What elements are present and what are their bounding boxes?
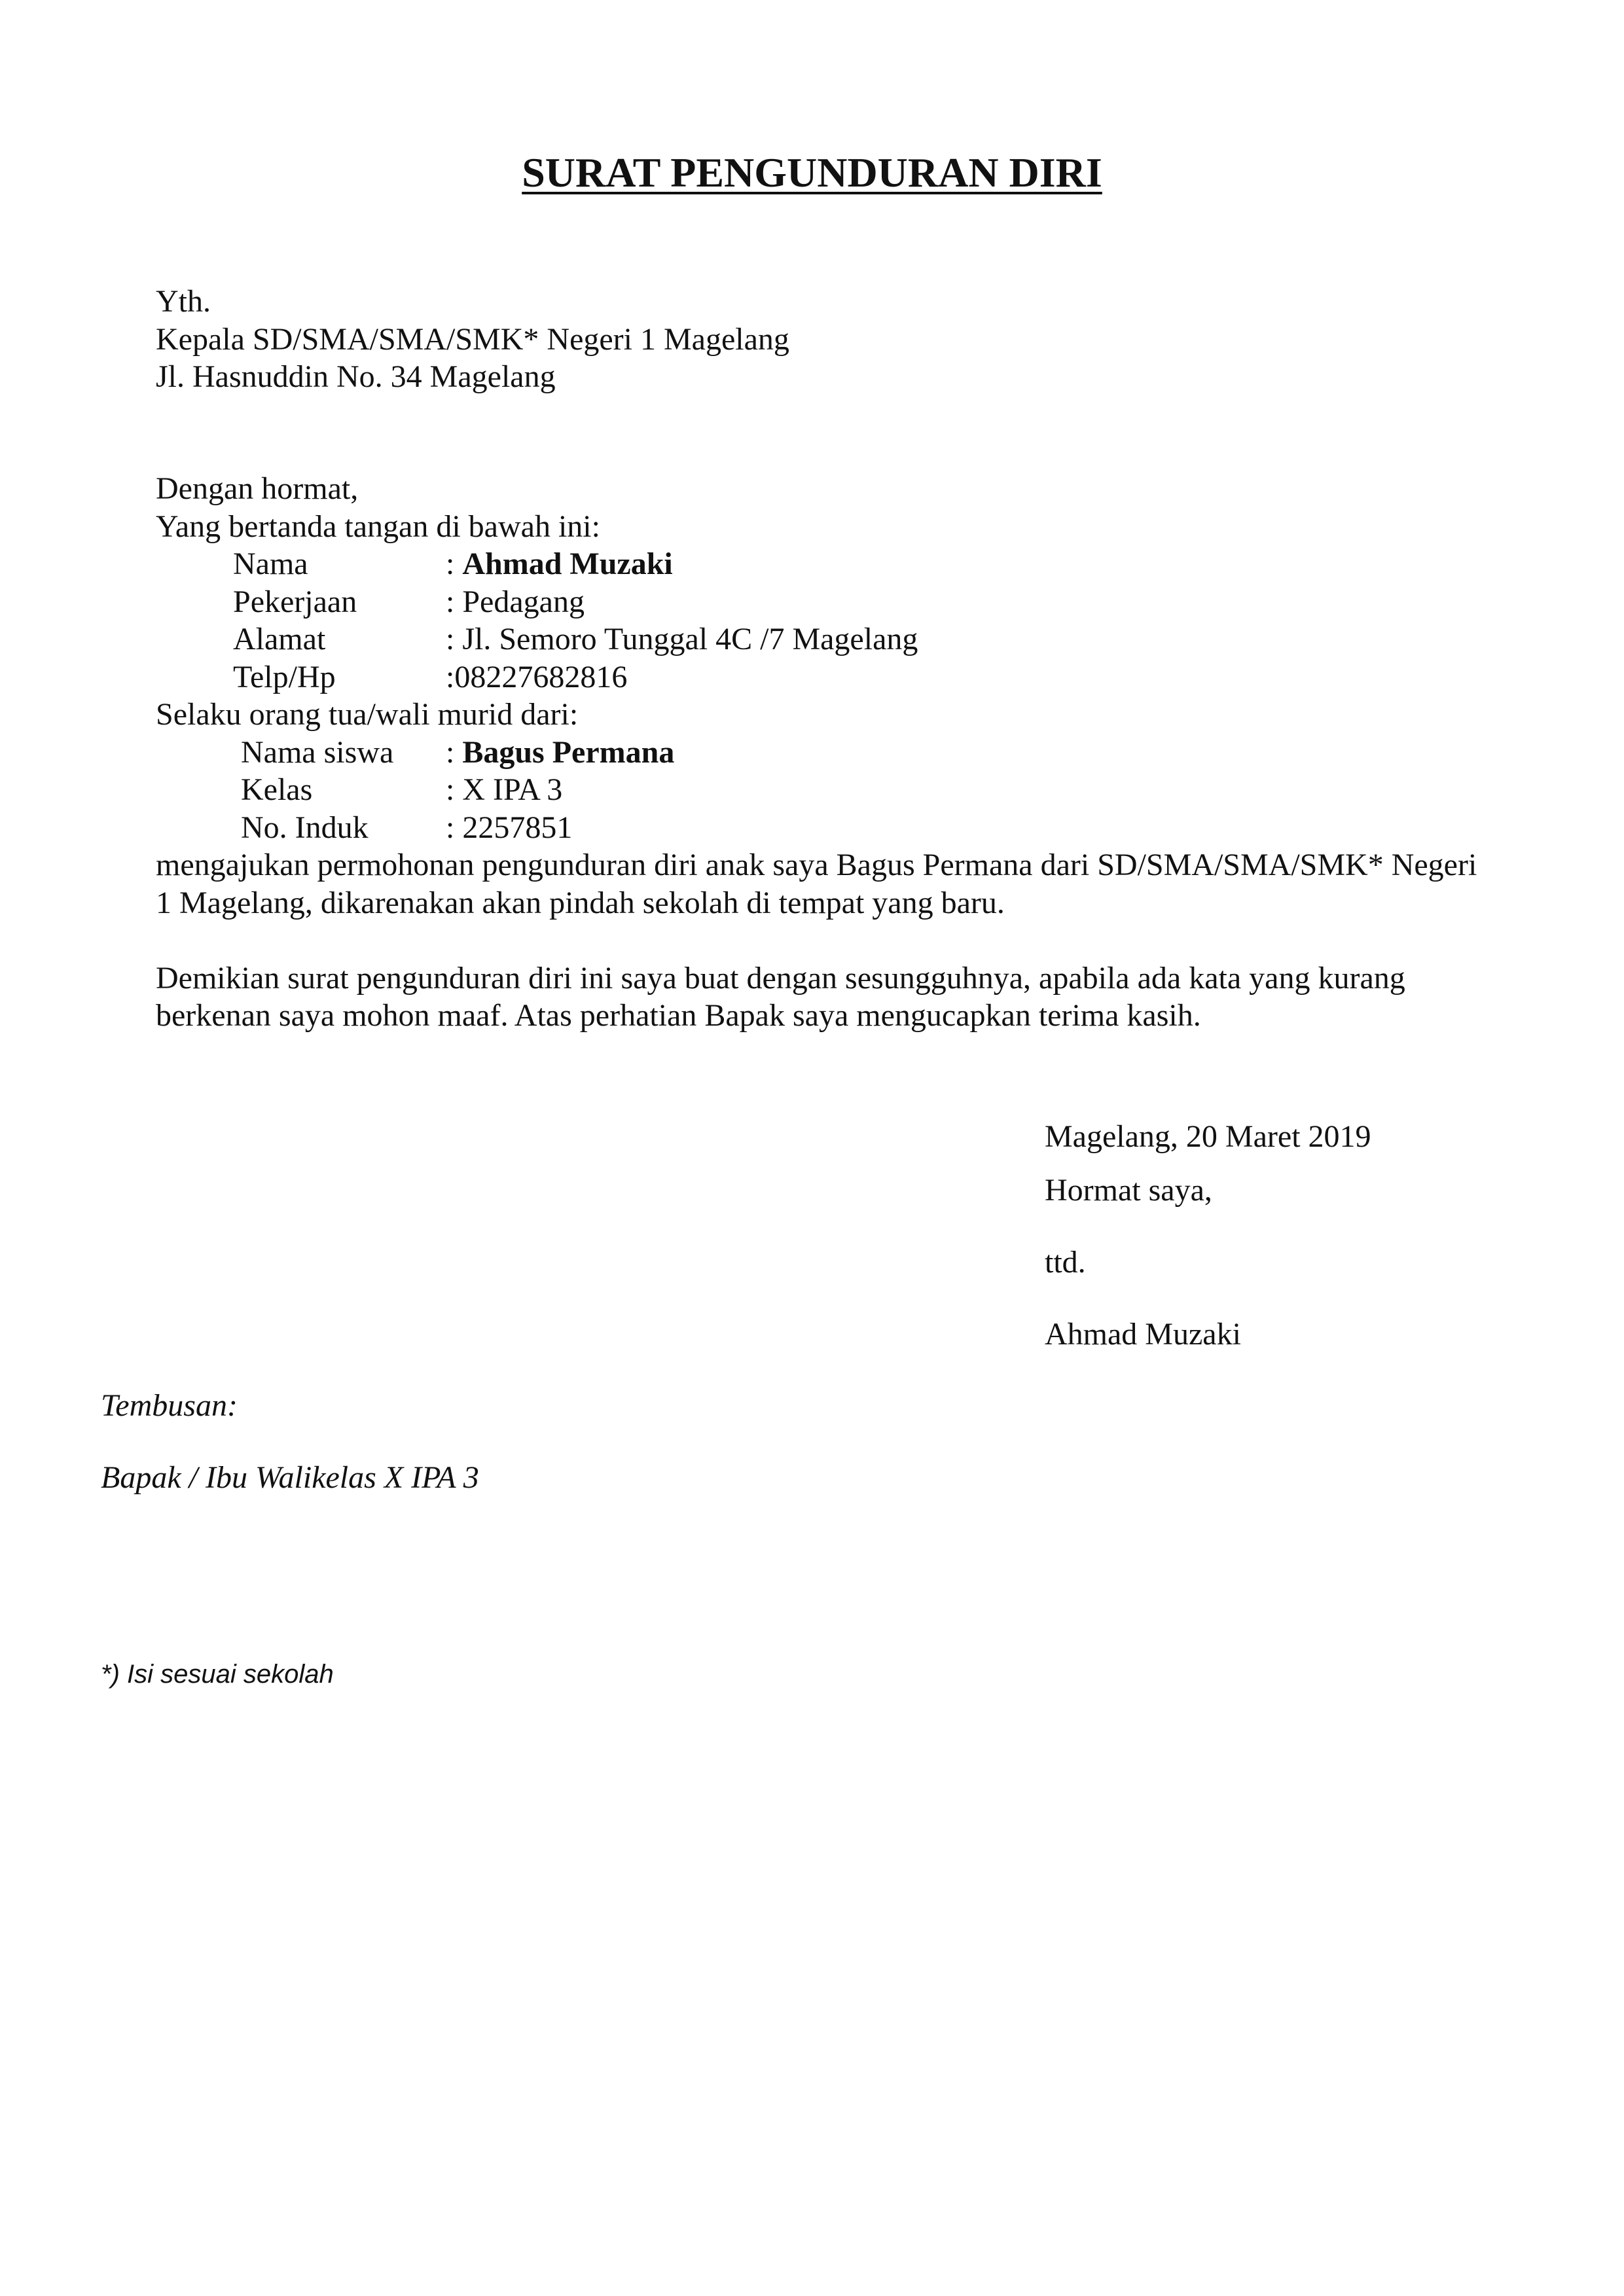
recipient-name: Kepala SD/SMA/SMA/SMK* Negeri 1 Magelang [156, 321, 789, 357]
greeting: Dengan hormat, [156, 471, 359, 506]
student-intro: Selaku orang tua/wali murid dari: [156, 697, 579, 732]
parent-address-value: Jl. Semoro Tunggal 4C /7 Magelang [462, 622, 918, 656]
student-row-class [241, 771, 1491, 809]
student-id-value: 2257851 [462, 810, 573, 845]
field-separator: : [446, 659, 455, 694]
parent-phone-value: 08227682816 [454, 659, 628, 694]
field-label: Nama [233, 547, 308, 581]
body-paragraph: mengajukan permohonan pengunduran diri anak saya Bagus Permana dari SD/SMA/SMA/SMK* Negeri 1 Magelang, dikarenakan akan pindah sekolah di tempat yang baru. [156, 848, 1477, 920]
letter-title: SURAT PENGUNDURAN DIRI [522, 149, 1102, 196]
signer-name: Ahmad Muzaki [1045, 1317, 1241, 1352]
cc-recipient: Bapak / Ibu Walikelas X IPA 3 [101, 1460, 479, 1495]
parent-row-address [233, 620, 1491, 658]
parent-name-value: Ahmad Muzaki [462, 547, 673, 581]
intro-line: Yang bertanda tangan di bawah ini: [156, 509, 600, 544]
parent-details [156, 545, 1491, 696]
letter-body [156, 470, 1491, 1035]
place-date: Magelang, 20 Maret 2019 [1045, 1119, 1371, 1154]
field-separator: : [446, 547, 463, 581]
parent-occupation-value: Pedagang [462, 584, 585, 619]
signed-mark: ttd. [1045, 1245, 1086, 1280]
field-label: Pekerjaan [233, 584, 357, 619]
field-separator: : [446, 810, 463, 845]
student-row-id [241, 809, 1491, 847]
recipient-salutation: Yth. [156, 284, 211, 319]
closing-paragraph: Demikian surat pengunduran diri ini saya buat dengan sesungguhnya, apabila ada kata yang kurang berkenan saya mohon maaf. Atas perhatian Bapak saya mengucapkan terima kasih. [156, 960, 1405, 1033]
field-label: Nama siswa [241, 734, 394, 770]
field-separator: : [446, 584, 463, 619]
regards: Hormat saya, [1045, 1173, 1212, 1208]
parent-row-name [233, 545, 1491, 583]
field-label: No. Induk [241, 810, 369, 845]
parent-row-occupation [233, 583, 1491, 621]
footnote: *) Isi sesuai sekolah [101, 1660, 334, 1689]
field-label: Alamat [233, 622, 326, 656]
recipient-block [156, 283, 789, 396]
field-label: Telp/Hp [233, 659, 336, 694]
student-name-value: Bagus Permana [462, 734, 675, 770]
field-separator: : [446, 772, 463, 807]
recipient-address: Jl. Hasnuddin No. 34 Magelang [156, 359, 556, 394]
field-label: Kelas [241, 772, 313, 807]
field-separator: : [446, 734, 463, 770]
parent-row-phone [233, 658, 1491, 696]
cc-label: Tembusan: [101, 1388, 238, 1423]
student-row-name [241, 734, 1491, 772]
field-separator: : [446, 622, 463, 656]
student-details [156, 734, 1491, 847]
student-class-value: X IPA 3 [462, 772, 563, 807]
